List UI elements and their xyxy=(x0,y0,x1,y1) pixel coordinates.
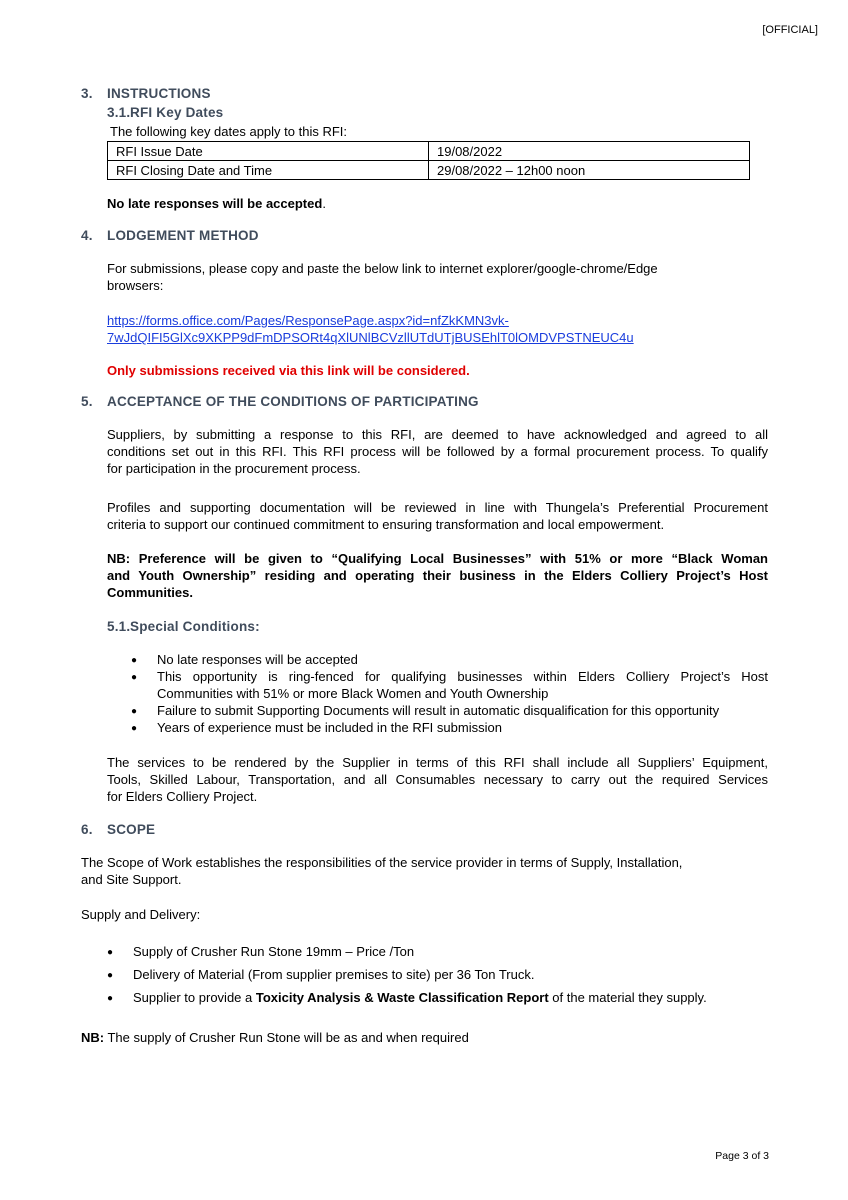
link-line[interactable]: 7wJdQIFI5GlXc9XKPP9dFmDPSORt4qXlUNlBCVzllUTdUTjBUSEhlT0lOMDVPSTNEUC4u xyxy=(107,330,634,345)
bullet-icon: ● xyxy=(131,706,138,717)
subsection-number: 3.1. xyxy=(107,105,131,120)
list-item xyxy=(107,989,787,1006)
bullet-icon: ● xyxy=(107,970,114,981)
bullet-icon: ● xyxy=(131,723,138,734)
text-line: browsers: xyxy=(107,278,164,293)
classification-label: [OFFICIAL] xyxy=(762,24,818,36)
submission-link-block xyxy=(107,312,634,346)
subsection-5-1-heading xyxy=(107,619,260,634)
link-warning: Only submissions received via this link will be considered. xyxy=(107,363,470,378)
table-cell-label: RFI Issue Date xyxy=(108,142,429,161)
profiles-paragraph xyxy=(107,499,768,533)
section-title: INSTRUCTIONS xyxy=(107,86,211,101)
text-line: Suppliers, by submitting a response to this RFI, are deemed to have acknowledged and agreed to all xyxy=(107,427,768,442)
supply-list xyxy=(107,943,787,1006)
section-3-heading xyxy=(81,86,211,101)
table-row xyxy=(108,142,750,161)
text-line: The Scope of Work establishes the responsibilities of the service provider in terms of Supply, Installation, xyxy=(81,855,683,870)
text-line: criteria to support our continued commitment to ensuring transformation and local empowerment. xyxy=(107,517,665,532)
list-item-text: of the material they supply. xyxy=(548,990,707,1005)
special-conditions-list xyxy=(131,651,768,736)
text-line: and Youth Ownership” residing and operating their business in the Elders Colliery Project’s Host xyxy=(107,568,768,583)
supply-heading: Supply and Delivery: xyxy=(81,907,201,922)
section-number: 6. xyxy=(81,822,93,837)
bullet-icon: ● xyxy=(107,947,114,958)
list-item xyxy=(107,943,787,960)
link-line[interactable]: https://forms.office.com/Pages/ResponsePage.aspx?id=nfZkKMN3vk- xyxy=(107,313,509,328)
text-line: For submissions, please copy and paste the below link to internet explorer/google-chrome/Edge xyxy=(107,261,658,276)
no-late-text: No late responses will be accepted xyxy=(107,196,323,211)
text-line: NB: Preference will be given to “Qualifying Local Businesses” with 51% or more “Black Woman xyxy=(107,551,768,566)
bullet-icon: ● xyxy=(107,993,114,1004)
supply-note xyxy=(81,1029,469,1046)
bullet-icon: ● xyxy=(131,655,138,666)
scope-paragraph xyxy=(81,854,682,888)
list-item xyxy=(131,702,768,719)
table-row xyxy=(108,161,750,180)
acceptance-paragraph xyxy=(107,426,768,477)
text-line: for participation in the procurement process. xyxy=(107,461,361,476)
subsection-number: 5.1. xyxy=(107,619,131,634)
list-item-text: Delivery of Material (From supplier premises to site) per 36 Ton Truck. xyxy=(133,967,535,982)
submission-link[interactable] xyxy=(107,313,634,345)
section-number: 3. xyxy=(81,86,93,101)
text-line: The services to be rendered by the Supplier in terms of this RFI shall include all Suppliers’ Equipment, xyxy=(107,755,768,770)
subsection-title: Special Conditions: xyxy=(130,619,260,634)
text-line: conditions set out in this RFI. This RFI process will be followed by a formal procurement process. To qualify xyxy=(107,444,768,459)
table-cell-value: 29/08/2022 – 12h00 noon xyxy=(429,161,750,180)
section-title: ACCEPTANCE OF THE CONDITIONS OF PARTICIPATING xyxy=(107,394,479,409)
note-text: The supply of Crusher Run Stone will be as and when required xyxy=(104,1030,469,1045)
text-line: This opportunity is ring-fenced for qualifying businesses within Elders Colliery Project’s Host xyxy=(157,669,768,684)
no-late-period: . xyxy=(322,196,326,211)
list-item xyxy=(107,966,787,983)
list-item-text: Supplier to provide a xyxy=(133,990,256,1005)
key-dates-intro: The following key dates apply to this RFI: xyxy=(110,124,348,139)
note-label: NB: xyxy=(81,1030,105,1045)
lodgement-paragraph xyxy=(107,260,658,294)
no-late-notice xyxy=(107,195,326,212)
section-title: LODGEMENT METHOD xyxy=(107,228,259,243)
list-item xyxy=(131,668,768,702)
text-line: for Elders Colliery Project. xyxy=(107,789,258,804)
section-number: 5. xyxy=(81,394,93,409)
text-line: and Site Support. xyxy=(81,872,182,887)
section-title: SCOPE xyxy=(107,822,156,837)
text-line: Failure to submit Supporting Documents will result in automatic disqualification for this opportunity xyxy=(157,703,720,718)
section-number: 4. xyxy=(81,228,93,243)
preference-note xyxy=(107,550,768,601)
text-line: Tools, Skilled Labour, Transportation, and all Consumables necessary to carry out the required Services xyxy=(107,772,768,787)
text-line: Communities. xyxy=(107,585,193,600)
table-cell-label: RFI Closing Date and Time xyxy=(108,161,429,180)
text-line: Profiles and supporting documentation will be reviewed in line with Thungela’s Preferential Procurement xyxy=(107,500,768,515)
text-line: Years of experience must be included in the RFI submission xyxy=(157,720,502,735)
section-6-heading xyxy=(81,822,155,837)
bullet-icon: ● xyxy=(131,672,138,683)
services-paragraph xyxy=(107,754,768,805)
text-line: Communities with 51% or more Black Women and Youth Ownership xyxy=(157,686,549,701)
text-line: No late responses will be accepted xyxy=(157,652,358,667)
list-item xyxy=(131,651,768,668)
section-4-heading xyxy=(81,228,259,243)
table-cell-value: 19/08/2022 xyxy=(429,142,750,161)
subsection-3-1-heading xyxy=(107,105,223,120)
list-item xyxy=(131,719,768,736)
key-dates-table xyxy=(107,141,750,180)
page-number: Page 3 of 3 xyxy=(715,1150,769,1162)
section-5-heading xyxy=(81,394,479,409)
list-item-text: Supply of Crusher Run Stone 19mm – Price /Ton xyxy=(133,944,415,959)
subsection-title: RFI Key Dates xyxy=(130,105,224,120)
list-item-bold-text: Toxicity Analysis & Waste Classification Report xyxy=(255,990,549,1005)
